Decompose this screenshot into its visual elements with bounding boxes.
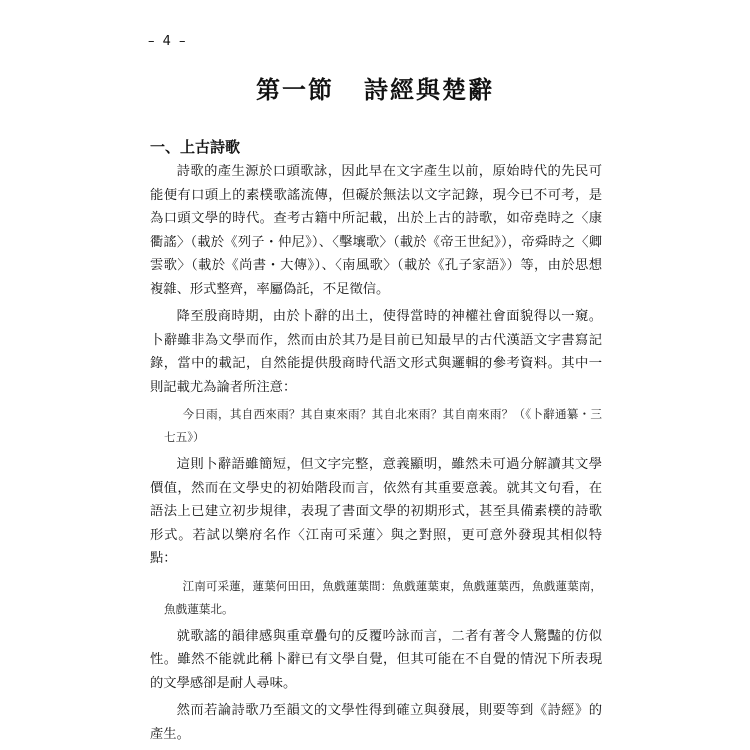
chapter-number: 第一節: [256, 76, 334, 104]
quote-oracle-inscription: 今日雨，其自西來雨？其自東來雨？其自北來雨？其自南來雨？（《卜辭通纂・三七五》）: [164, 407, 602, 444]
paragraph-4: 就歌謠的韻律感與重章疊句的反覆吟詠而言，二者有著令人驚豔的仿似性。雖然不能就此稱卜辭已有文學自覺，但其可能在不自覺的情況下所表現的文學感卻是耐人尋味。: [150, 628, 602, 691]
paragraph-1: 詩歌的產生源於口頭歌詠，因此早在文字產生以前，原始時代的先民可能便有口頭上的素樸歌謠流傳，但礙於無法以文字記錄，現今已不可考，是為口頭文學的時代。查考古籍中所記載，出於上古的詩歌，如帝堯時之〈康衢謠〉（載於《列子・仲尼》）、〈擊壤歌〉（載於《帝王世紀》），帝舜時之〈卿雲歌〉（載於《尚書・大傳》）、〈南風歌〉（載於《孔子家語》）等，由於思想複雜、形式整齊，率屬偽託，不足徵信。: [150, 164, 602, 297]
body-text: [150, 160, 602, 750]
page-number: – 4 –: [148, 34, 188, 49]
chapter-name: 詩經與楚辭: [364, 76, 494, 104]
quote-jiangnan-poem: 江南可采蓮，蓮葉何田田，魚戲蓮葉間：魚戲蓮葉東，魚戲蓮葉西，魚戲蓮葉南，魚戲蓮葉北。: [164, 578, 602, 616]
paragraph-2: 降至殷商時期，由於卜辭的出土，使得當時的神權社會面貌得以一窺。卜辭雖非為文學而作，然而由於其乃是目前已知最早的古代漢語文字書寫記錄，當中的載記，自然能提供殷商時代語文形式與邏輯的參考資料。其中一則記載尤為論者所注意：: [150, 309, 602, 395]
chapter-title: [0, 70, 750, 105]
paragraph-5: 然而若論詩歌乃至韻文的文學性得到確立與發展，則要等到《詩經》的產生。: [150, 703, 602, 742]
paragraph-3: 這則卜辭語雖簡短，但文字完整，意義顯明，雖然未可過分解讀其文學價值，然而在文學史的初始階段而言，依然有其重要意義。就其文句看，在語法上已建立初步規律，表現了書面文學的初期形式，甚至具備素樸的詩歌形式。若試以樂府名作〈江南可采蓮〉與之對照，更可意外發現其相似特點：: [150, 457, 602, 566]
section-heading: 一、上古詩歌: [150, 138, 241, 156]
